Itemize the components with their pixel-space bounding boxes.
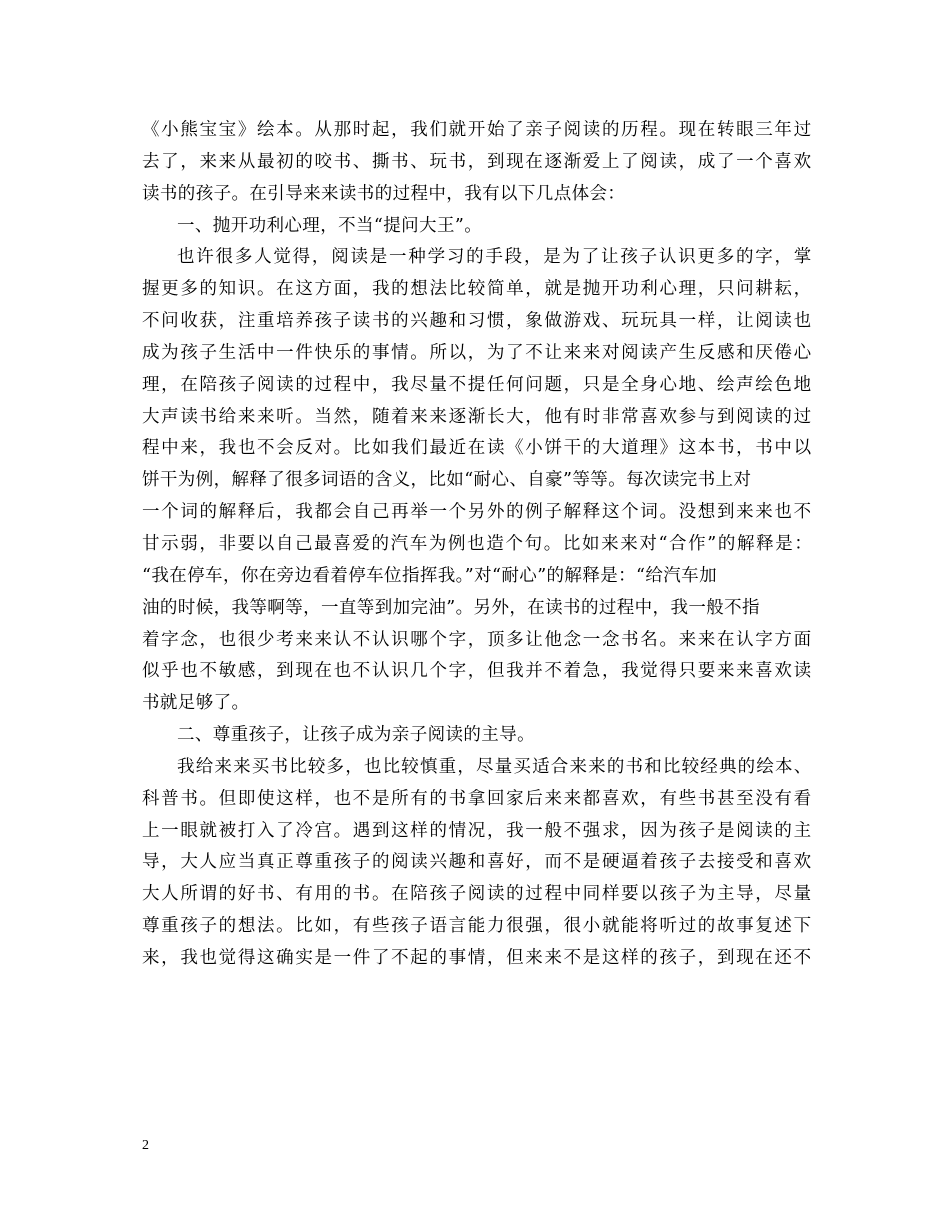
text-line: 大人所谓的好书、有用的书。在陪孩子阅读的过程中同样要以孩子为主导，尽量 [142,884,813,905]
text-line: 科普书。但即使这样，也不是所有的书拿回家后来来都喜欢，有些书甚至没有看 [142,788,813,809]
text-line: 程中来，我也不会反对。比如我们最近在读《小饼干的大道理》这本书，书中以 [142,438,813,459]
text-line: 尊重孩子的想法。比如，有些孩子语言能力很强，很小就能将听过的故事复述下 [142,916,813,937]
text-line: 我给来来买书比较多，也比较慎重，尽量买适合来来的书和比较经典的绘本、 [177,756,813,777]
text-line: 不问收获，注重培养孩子读书的兴趣和习惯，象做游戏、玩玩具一样，让阅读也 [142,311,813,332]
text-line: 也许很多人觉得，阅读是一种学习的手段，是为了让孩子认识更多的字，掌 [177,247,814,268]
text-line: 油的时候，我等啊等，一直等到加完油”。另外，在读书的过程中，我一般不指 [142,597,760,618]
text-line: 导，大人应当真正尊重孩子的阅读兴趣和喜好，而不是硬逼着孩子去接受和喜欢 [142,852,813,873]
text-line: 读书的孩子。在引导来来读书的过程中，我有以下几点体会： [142,183,626,204]
text-line: 书就足够了。 [142,693,250,714]
text-line: 一个词的解释后，我都会自己再举一个另外的例子解释这个词。没想到来来也不 [142,502,813,523]
body-text [142,115,812,975]
text-line: 二、尊重孩子，让孩子成为亲子阅读的主导。 [177,725,535,746]
text-line: 来，我也觉得这确实是一件了不起的事情，但来来不是这样的孩子，到现在还不 [142,947,813,968]
text-line: 成为孩子生活中一件快乐的事情。所以，为了不让来来对阅读产生反感和厌倦心 [142,342,813,363]
text-line: 上一眼就被打入了冷宫。遇到这样的情况，我一般不强求，因为孩子是阅读的主 [142,820,813,841]
text-line: 大声读书给来来听。当然，随着来来逐渐长大，他有时非常喜欢参与到阅读的过 [142,406,813,427]
text-line: 握更多的知识。在这方面，我的想法比较简单，就是抛开功利心理，只问耕耘， [142,279,813,300]
text-line: 一、抛开功利心理，不当“提问大王”。 [177,215,483,236]
text-line: 理，在陪孩子阅读的过程中，我尽量不提任何问题，只是全身心地、绘声绘色地 [142,374,813,395]
page-number: 2 [142,1138,149,1153]
text-line: 似乎也不敏感，到现在也不认识几个字，但我并不着急，我觉得只要来来喜欢读 [142,661,813,682]
text-line: 着字念，也很少考来来认不认识哪个字，顶多让他念一念书名。来来在认字方面 [142,629,813,650]
text-line: 饼干为例，解释了很多词语的含义，比如“耐心、自豪”等等。每次读完书上对 [142,470,752,491]
text-line: “我在停车，你在旁边看着停车位指挥我。”对“耐心”的解释是：“给汽车加 [142,565,717,586]
text-line: 去了，来来从最初的咬书、撕书、玩书，到现在逐渐爱上了阅读，成了一个喜欢 [142,151,813,172]
text-line: 《小熊宝宝》绘本。从那时起，我们就开始了亲子阅读的历程。现在转眼三年过 [142,120,813,140]
text-line: 甘示弱，非要以自己最喜爱的汽车为例也造个句。比如来来对“合作”的解释是： [142,533,814,554]
